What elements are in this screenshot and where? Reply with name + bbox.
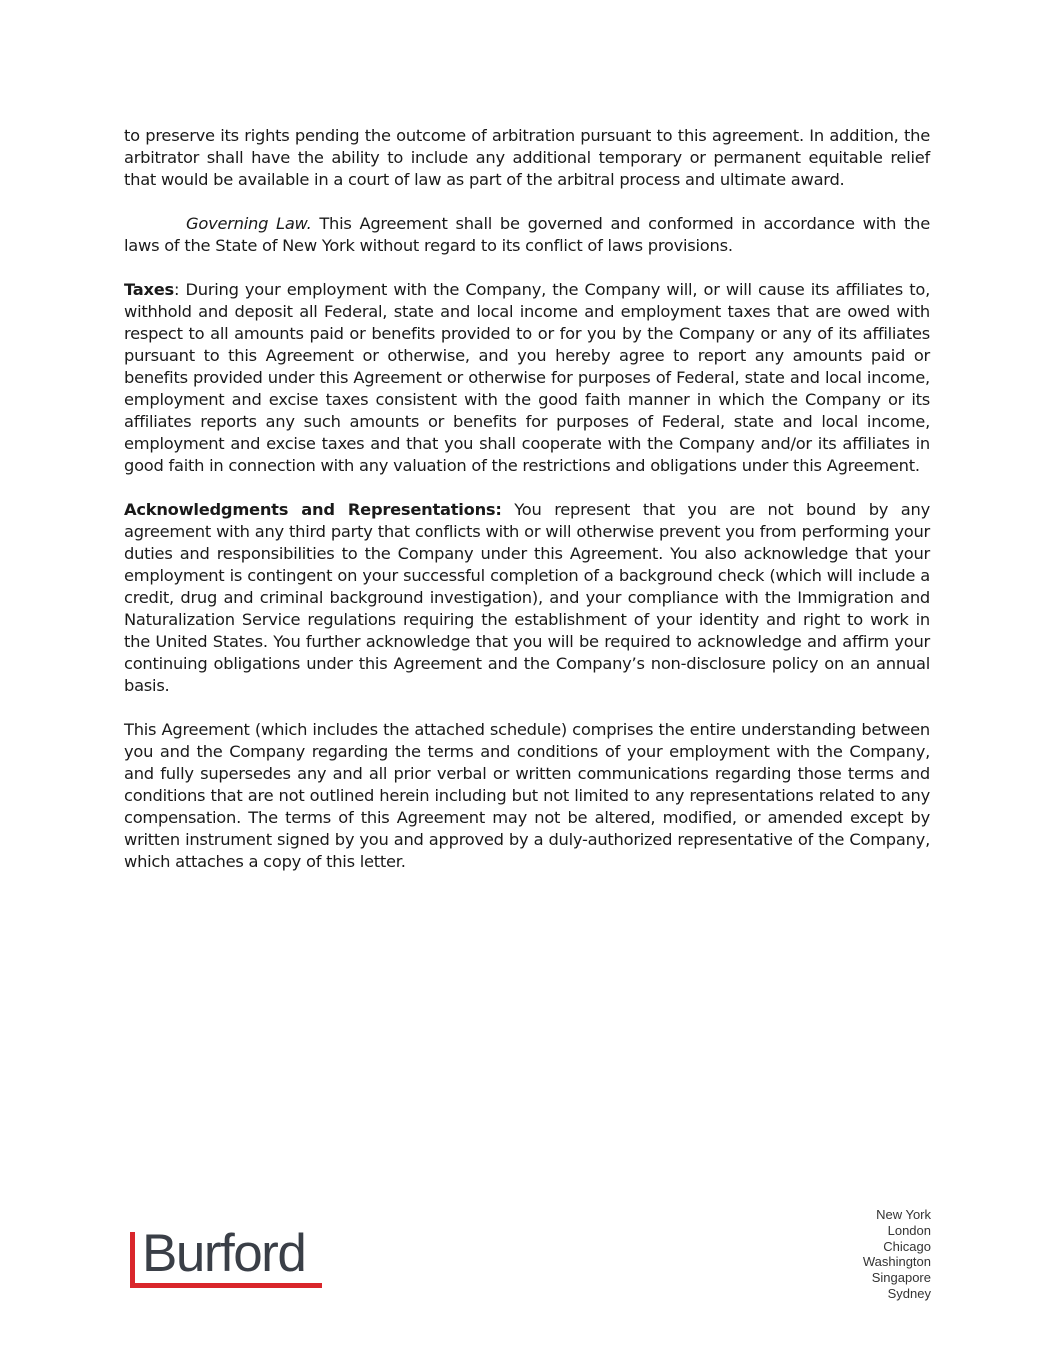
office-location: Chicago	[883, 1238, 931, 1254]
taxes-heading: Taxes	[124, 280, 174, 299]
logo-wordmark: Burford	[142, 1224, 306, 1283]
office-locations	[863, 1207, 931, 1302]
letter-body	[124, 125, 930, 895]
paragraph-entire-agreement: This Agreement (which includes the attached schedule) comprises the entire understanding between you and the Company regarding the terms and conditions of your employment with the Company, and fully supersedes any and all prior verbal or written communications regarding those terms and conditions that are not outlined herein including but not limited to any representations related to any compensation. The terms of this Agreement may not be altered, modified, or amended except by written instrument signed by you and approved by a duly-authorized representative of the Company, which attaches a copy of this letter.	[124, 720, 930, 871]
office-location: Sydney	[887, 1285, 931, 1301]
paragraph-acknowledgments	[124, 499, 930, 697]
paragraph-taxes	[124, 279, 930, 477]
governing-law-heading: Governing Law.	[186, 214, 312, 233]
paragraph-governing-law	[124, 213, 930, 257]
acknowledgments-text: You represent that you are not bound by any agreement with any third party that conflicts with or will otherwise prevent you from performing your duties and responsibilities to the Company under this Agreement. You also acknowledge that your employment is contingent on your successful completion of a background check (which will include a credit, drug and criminal background investigation), and your compliance with the Immigration and Naturalization Service regulations requiring the establishment of your identity and right to work in the United States. You further acknowledge that you will be required to acknowledge and affirm your continuing obligations under this Agreement and the Company’s non-disclosure policy on an annual basis.	[124, 500, 930, 695]
taxes-text: : During your employment with the Company, the Company will, or will cause its affiliates to, withhold and deposit all Federal, state and local income and employment taxes that are owed with respect to all amounts paid or benefits provided to or for you by the Company or any of its affiliates pursuant to this Agreement or otherwise, and you hereby agree to report any amounts paid or benefits provided under this Agreement or otherwise for purposes of Federal, state and local income, employment and excise taxes consistent with the good faith manner in which the Company or its affiliates reports any such amounts or benefits for purposes of Federal, state and local income, employment and excise taxes and that you shall cooperate with the Company and/or its affiliates in good faith in connection with any valuation of the restrictions and obligations under this Agreement.	[124, 280, 930, 475]
governing-law-text: This Agreement shall be governed and conformed in accordance with the laws of the State of New York without regard to its conflict of laws provisions.	[124, 214, 931, 255]
office-location: London	[887, 1222, 931, 1238]
logo-bracket-vertical	[130, 1232, 135, 1288]
burford-logo	[130, 1226, 330, 1292]
office-location: Singapore	[871, 1270, 931, 1286]
office-location: Washington	[862, 1254, 931, 1270]
acknowledgments-heading: Acknowledgments and Representations:	[124, 500, 502, 519]
office-location: New York	[876, 1207, 931, 1222]
paragraph-arbitration-continued: to preserve its rights pending the outcome of arbitration pursuant to this agreement. In addition, the arbitrator shall have the ability to include any additional temporary or permanent equitable relief that would be available in a court of law as part of the arbitral process and ultimate award.	[124, 126, 930, 189]
